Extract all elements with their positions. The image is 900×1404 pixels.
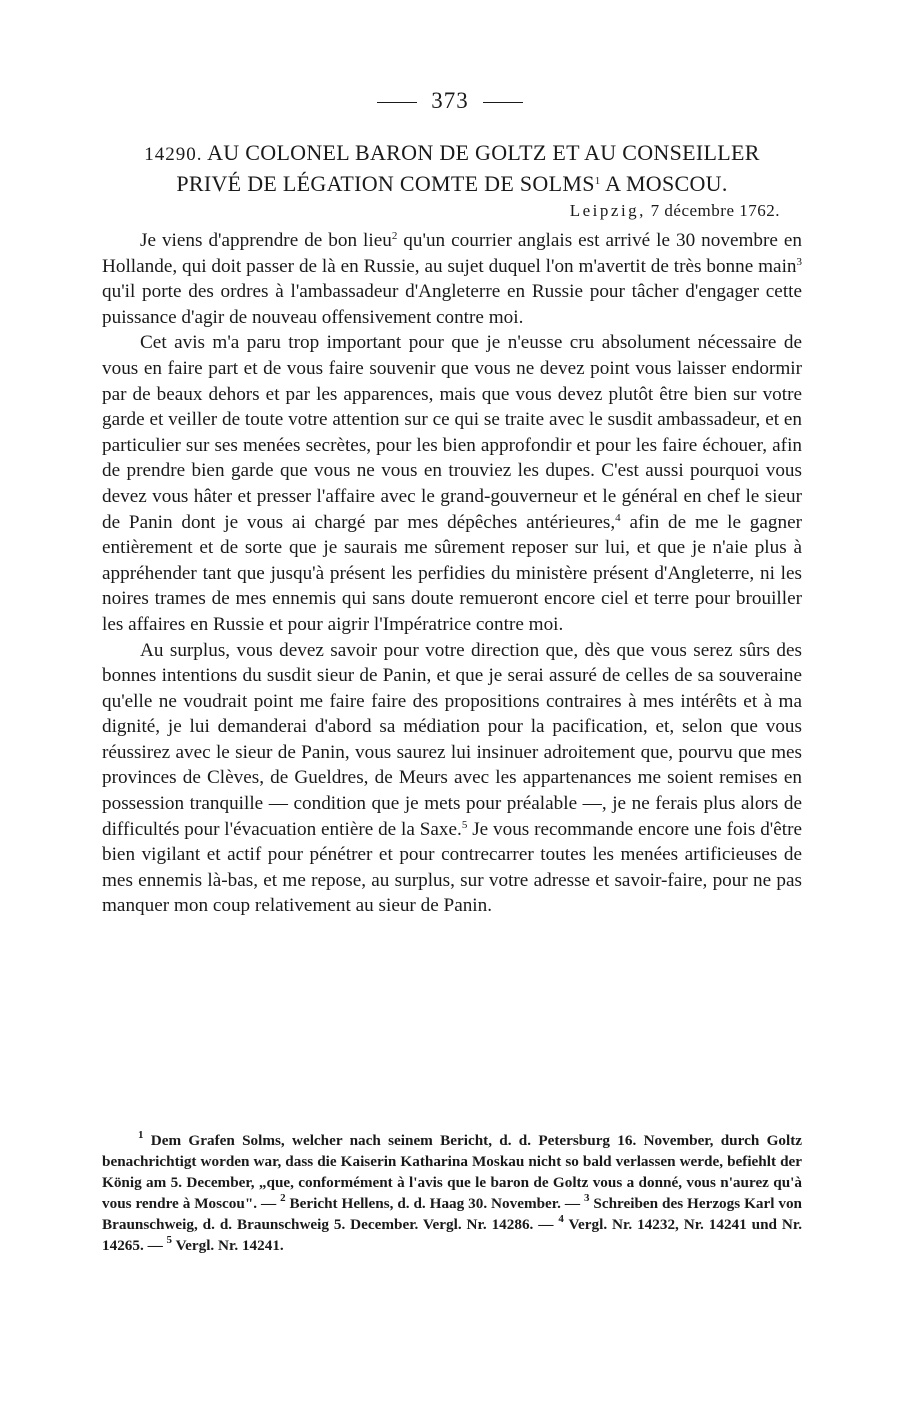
footnotes xyxy=(102,1130,802,1256)
footnote-text: Bericht Hellens, d. d. Haag 30. November. — xyxy=(285,1195,584,1212)
heading-line-2 xyxy=(102,169,802,198)
heading-line-2-end: A MOSCOU. xyxy=(600,171,728,196)
letter-heading xyxy=(102,138,802,198)
left-rule xyxy=(377,102,417,103)
letter-body xyxy=(102,228,802,919)
footnote-ref: 2 xyxy=(391,230,398,242)
footnote-text: Dem Grafen Solms, welcher nach seinem Bericht, d. d. Petersburg 16. November, durch Goltz benachrichtigt worden war, dass die Kaiserin Katharina Moskau nicht so bald verlassen werde, befiehlt der König am 5. December, „que, conformément à l'avis que le baron de Goltz vous a donné, vous n'aurez qu'à vous rendre à Moscou". — xyxy=(102,1132,802,1212)
heading-line-1 xyxy=(102,138,802,169)
right-rule xyxy=(483,102,523,103)
footnote-ref: 3 xyxy=(796,255,802,268)
paragraph-1-part-a: Je viens d'apprendre de bon lieu xyxy=(140,230,392,251)
heading-line-2-text: PRIVÉ DE LÉGATION COMTE DE SOLMS xyxy=(176,171,595,196)
dateline-place: Leipzig, xyxy=(569,201,646,220)
footnote-ref: 1 xyxy=(594,175,601,187)
paragraph-3-part-b: Je vous recommande encore une fois d'être bien vigilant et actif pour pénétrer et pour contrecarrer toutes les menées artificieuses de mes ennemis là-bas, et me repose, au surplus, sur votre adresse et savoir-faire, pour ne pas manquer mon coup relativement au sieur de Panin. xyxy=(102,818,803,917)
footnote-text: Schreiben des Herzogs Karl von Braunschweig, d. d. Braunschweig 5. December. Vergl. Nr. 14286. — xyxy=(102,1195,802,1233)
footnote-number: 1 xyxy=(138,1129,144,1141)
footnote-number: 2 xyxy=(280,1192,286,1204)
paragraph-1 xyxy=(102,228,802,330)
dateline-date: 7 décembre 1762. xyxy=(645,201,780,220)
page-number xyxy=(0,88,900,114)
paragraph-1-part-b: qu'un courrier anglais est arrivé le 30 novembre en Hollande, qui doit passer de là en Russie, au sujet duquel l'on m'avertit de très bonne main xyxy=(102,230,802,277)
page-number-text: 373 xyxy=(431,88,469,113)
paragraph-2 xyxy=(102,330,802,637)
footnote-number: 3 xyxy=(583,1192,590,1204)
heading-line-1-text: AU COLONEL BARON DE GOLTZ ET AU CONSEILLER xyxy=(207,140,760,165)
footnote-block xyxy=(102,1130,802,1256)
footnote-ref: 4 xyxy=(615,511,621,524)
footnote-text: Vergl. Nr. 14232, Nr. 14241 und Nr. 14265. — xyxy=(102,1216,802,1254)
paragraph-3 xyxy=(102,638,802,920)
footnote-number: 4 xyxy=(558,1213,564,1225)
footnote-text: Vergl. Nr. 14241. xyxy=(172,1237,284,1254)
dateline xyxy=(102,201,780,221)
letter-number: 14290. xyxy=(144,144,203,165)
paragraph-2-part-b: afin de me le gagner entièrement et de sorte que je saurais me sûrement reposer sur lui, et que je n'aie plus à appréhender tant que jusqu'à présent les perfidies du ministère présent d'Angleterre, ni les noires trames de mes ennemis qui sans doute remueront encore ciel et terre pour brouiller les affaires en Russie et pour aigrir l'Impératrice contre moi. xyxy=(102,511,802,635)
footnote-ref: 5 xyxy=(461,818,468,831)
paragraph-1-part-c: qu'il porte des ordres à l'ambassadeur d'Angleterre en Russie pour tâcher d'engager cette puissance d'agir de nouveau offensivement contre moi. xyxy=(102,281,802,328)
footnote-number: 5 xyxy=(166,1234,173,1246)
paragraph-2-part-a: Cet avis m'a paru trop important pour que je n'eusse cru absolument nécessaire de vous en faire part et de vous faire souvenir que vous ne devez point vous laisser endormir par de beaux dehors et par les apparences, mais que vous devez plutôt être bien sur votre garde et veiller de toute votre attention sur ce qui se traite avec le susdit ambassadeur, et en particulier sur ses menées secrètes, pour les bien approfondir et pour les faire échouer, afin de prendre bien garde que vous ne vous en trouviez les dupes. C'est aussi pourquoi vous devez vous hâter et presser l'affaire avec le grand-gouverneur et le général en chef le sieur de Panin dont je vous ai chargé par mes dépêches antérieures, xyxy=(102,332,802,533)
paragraph-3-part-a: Au surplus, vous devez savoir pour votre direction que, dès que vous serez sûrs des bonnes intentions du susdit sieur de Panin, et que je serai assuré de celles de sa souveraine qu'elle ne voudrait point me faire faire des propositions contraires à mes intérêts et à ma dignité, je lui demanderai d'abord sa médiation pour la pacification, et, selon que vous réussirez avec le sieur de Panin, vous saurez lui insinuer adroitement que, pourvu que mes provinces de Clèves, de Gueldres, de Meurs avec les appartenances me soient remises en possession tranquille — condition que je mets pour préalable —, je ne ferais plus alors de difficultés pour l'évacuation entière de la Saxe. xyxy=(102,639,802,840)
